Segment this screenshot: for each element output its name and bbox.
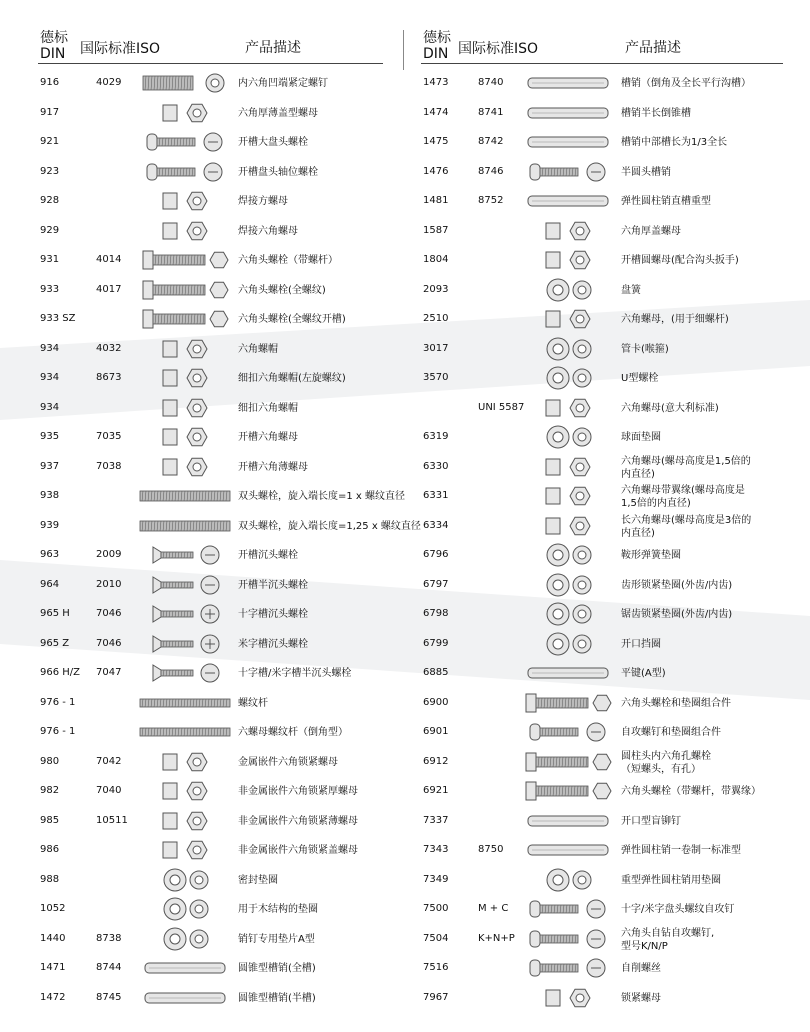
din-code: 6334 [423,519,449,531]
product-description: 焊接方螺母 [238,196,288,207]
table-row [0,865,405,895]
product-description: 细扣六角螺帽 [238,402,298,414]
product-description: 槽销半长倒锥槽 [621,107,691,119]
table-row [0,157,405,187]
din-header [423,30,451,62]
din-code: 976 - 1 [40,696,76,708]
product-description: 六角厚盖螺母 [621,225,681,237]
product-description: 螺纹杆 [238,697,268,709]
din-code: 1471 [40,962,66,973]
desc-header: 产品描述 [245,40,301,56]
dome-lock-nut-icon [135,837,235,863]
table-row [0,68,405,98]
din-code: 6885 [423,667,449,678]
table-row [0,924,405,954]
din-code: 982 [40,785,60,796]
set-screw-icon [135,70,235,96]
din-header-cn: 德标 [423,30,451,46]
desc-header: 产品描述 [625,40,681,56]
product-description: 六角头螺栓(全螺纹开槽) [238,314,346,325]
product-description: 圆锥型槽销(半槽) [238,992,316,1004]
product-description: 用于木结构的垫圈 [238,904,318,915]
hex-bolt-icon [135,247,235,273]
shim-ring-icon [135,867,235,893]
hex-nut-icon [518,454,618,480]
iso-code: 7038 [96,460,122,472]
din-code: 6912 [423,755,449,767]
jam-nut-icon [518,985,618,1011]
product-description: 六角头螺栓和垫圈组合件 [621,697,731,709]
din-code: 7349 [423,873,449,885]
shoulder-screw-icon [135,159,235,185]
table-row [0,363,405,393]
product-description: 非金属嵌件六角锁紧厚螺母 [238,786,358,797]
product-description: 米字槽沉头螺栓 [238,638,308,650]
product-description: 槽销中部槽长为1/3全长 [621,137,728,148]
din-code: 6331 [423,490,449,501]
din-code: 917 [40,106,60,118]
table-row [0,422,405,452]
iso-code: 7046 [96,637,122,649]
iso-header: 国际标准ISO [80,41,161,57]
din-code: 929 [40,224,60,236]
acorn-nut-icon [518,218,618,244]
din-code: 2093 [423,283,449,295]
grooved-pin-icon [135,985,235,1011]
thread-cutting-screw-icon [518,955,618,981]
din-code: 938 [40,490,60,501]
coupling-nut-icon [518,513,618,539]
table-row [403,216,808,246]
countersunk-screw-icon [135,542,235,568]
product-description: 双头螺栓，旋入端长度=1,25 x 螺纹直径 [238,520,421,532]
product-description: 六角螺母带翼缘(螺母高度是 1,5倍的内直径) [621,485,745,509]
e-clip-icon [518,631,618,657]
table-row [403,865,808,895]
din-code: 1475 [423,136,449,147]
hose-clamp-icon [518,336,618,362]
self-drilling-screw-icon [518,926,618,952]
table-row [403,983,808,1013]
product-description: 盘簧 [621,284,641,296]
din-code: 921 [40,136,60,147]
table-row [0,983,405,1013]
table-row [0,658,405,688]
product-description: 开槽六角螺母 [238,432,298,443]
din-code: 6900 [423,696,449,708]
iso-code: M + C [478,903,509,914]
table-row [0,334,405,364]
din-code: 934 [40,401,60,413]
table-row [403,835,808,865]
product-description: 半圆头槽销 [621,166,671,178]
slotted-pan-bolt-icon [135,129,235,155]
din-code: 933 [40,283,60,295]
product-description: 开槽半沉头螺栓 [238,579,308,591]
socket-cap-bolt-icon [518,749,618,775]
right-table [403,0,808,1032]
product-description: 弹性圆柱销一卷制一标准型 [621,845,741,856]
sems-bolt-icon [518,690,618,716]
table-row [0,835,405,865]
din-code: 1587 [423,224,449,236]
product-description: 自攻螺钉和垫圈组合件 [621,727,721,738]
product-description: 平键(A型) [621,668,666,679]
hex-nut-icon [135,365,235,391]
product-description: 十字槽沉头螺栓 [238,609,308,620]
product-description: 圆柱头内六角孔螺栓 （短螺头，有孔） [621,750,711,775]
table-row [403,688,808,718]
din-code: 6921 [423,785,449,796]
table-header [0,0,405,64]
table-row [403,363,808,393]
product-description: 管卡(喉箍) [621,343,669,355]
din-header-en: DIN [423,46,449,62]
table-row [403,481,808,511]
blind-rivet-icon [518,808,618,834]
table-row [403,452,808,482]
din-code: 6901 [423,726,449,737]
table-row [403,629,808,659]
din-code: 7516 [423,962,449,973]
din-code: 7504 [423,932,449,944]
table-row [403,127,808,157]
iso-code: 8673 [96,372,122,383]
din-code: 923 [40,165,60,177]
din-code: 7967 [423,991,449,1003]
table-row [403,658,808,688]
product-description: 六角头螺栓(全螺纹) [238,284,326,296]
din-code: 986 [40,844,60,855]
din-code: 1472 [40,991,66,1003]
table-row [403,717,808,747]
table-row [0,747,405,777]
table-row [403,393,808,423]
table-row [403,953,808,983]
din-code: 1474 [423,106,449,118]
table-row [0,98,405,128]
grooved-pin-icon [518,129,618,155]
phillips-countersunk-icon [135,601,235,627]
table-row [0,776,405,806]
din-header [40,30,68,62]
din-code: 966 H/Z [40,667,81,678]
parallel-key-icon [518,660,618,686]
din-code: 931 [40,254,60,265]
product-description: 开槽沉头螺栓 [238,550,298,561]
iso-code: 8746 [478,165,504,177]
grooved-pin-icon [135,955,235,981]
din-code: 976 - 1 [40,726,76,737]
table-row [0,806,405,836]
iso-code: UNI 5587 [478,401,525,413]
product-description: 六螺母螺纹杆（倒角型） [238,727,348,738]
product-description: 六角头螺栓（带螺杆，带翼缘） [621,786,761,797]
iso-code: 10511 [96,814,128,826]
table-row [0,953,405,983]
product-description: 齿形锁紧垫圈(外齿/内齿) [621,579,733,591]
table-row [0,511,421,541]
table-row [0,275,405,305]
din-code: 1476 [423,165,449,177]
table-row [0,599,405,629]
product-description: 自削螺丝 [621,963,661,974]
square-weld-nut-icon [135,188,235,214]
header-rule [421,63,783,64]
table-row [0,688,405,718]
iso-code: 8741 [478,106,504,118]
threaded-rod-icon [135,719,235,745]
din-code: 7337 [423,814,449,826]
hex-nut-icon [518,395,618,421]
table-row [403,157,808,187]
din-code: 1440 [40,932,66,944]
table-row [0,127,405,157]
header-rule [38,63,383,64]
table-row [403,570,808,600]
table-row [403,422,808,452]
table-row [403,304,808,334]
din-code: 965 Z [40,637,70,649]
coiled-pin-icon [518,837,618,863]
table-row [403,334,808,364]
table-row [403,275,808,305]
din-code: 3017 [423,342,449,354]
product-description: 鞍形弹簧垫圈 [621,550,681,561]
table-row [0,894,405,924]
din-code: 935 [40,431,60,442]
nylon-lock-nut-icon [135,778,235,804]
product-description: 十字/米字盘头螺纹自攻钉 [621,904,735,915]
product-description: 内六角凹端紧定螺钉 [238,78,328,89]
product-description: 重型弹性圆柱销用垫圈 [621,874,721,886]
iso-code: 4029 [96,77,122,88]
product-description: 焊接六角螺母 [238,225,298,237]
product-description: 六角螺母，(用于细螺杆) [621,314,729,325]
product-description: 金属嵌件六角锁紧螺母 [238,756,338,768]
stud-bolt-icon [135,513,235,539]
threaded-rod-icon [135,690,235,716]
grooved-pin-icon [518,100,618,126]
din-code: 934 [40,342,60,354]
product-description: 弹性圆柱销直槽重型 [621,196,711,207]
iso-code: 8750 [478,844,504,855]
table-row [0,717,405,747]
spherical-washer-icon [518,424,618,450]
product-description: 开口型盲铆钉 [621,815,681,827]
din-code: 928 [40,195,60,206]
round-head-pin-icon [518,159,618,185]
din-code: 980 [40,755,60,767]
din-code: 964 [40,578,60,590]
table-row [0,245,405,275]
table-row [0,186,405,216]
din-code: 988 [40,873,60,885]
table-row [403,540,808,570]
table-row [403,511,808,541]
table-row [0,452,405,482]
slotted-round-nut-icon [518,247,618,273]
din-code: 934 [40,372,60,383]
din-code: 916 [40,77,60,88]
iso-code: 8745 [96,991,122,1003]
iso-code: 8744 [96,962,122,973]
raised-countersunk-icon [135,660,235,686]
table-row [403,924,808,954]
iso-code: 4014 [96,254,122,265]
table-row [0,216,405,246]
product-description: 球面垫圈 [621,432,661,443]
product-description: 六角螺母(螺母高度是1,5倍的 内直径) [621,455,751,480]
product-description: 开槽盘头轴位螺栓 [238,166,318,178]
din-code: 937 [40,460,60,472]
table-row [0,481,405,511]
flange-bolt-icon [518,778,618,804]
din-code: 6799 [423,637,449,649]
din-code: 6330 [423,460,449,472]
table-row [403,894,808,924]
din-code: 7343 [423,844,449,855]
table-row [0,304,405,334]
iso-code: 7040 [96,785,122,796]
din-code: 7500 [423,903,449,914]
product-description: 六角头螺栓（带螺杆） [238,255,338,266]
product-description: 开口挡圈 [621,638,661,650]
grooved-pin-icon [518,70,618,96]
product-description: 开槽六角薄螺母 [238,461,308,473]
din-code: 965 H [40,608,70,619]
product-description: 六角螺帽 [238,343,278,355]
product-description: U型螺栓 [621,373,659,384]
iso-code: 8738 [96,932,122,944]
product-description: 密封垫圈 [238,874,278,886]
hex-bolt-icon [135,277,235,303]
din-header-en: DIN [40,46,66,62]
tooth-lock-washer-icon [518,572,618,598]
thread-rolling-screw-icon [518,896,618,922]
hex-weld-nut-icon [135,218,235,244]
product-description: 非金属嵌件六角锁紧盖螺母 [238,845,358,856]
product-description: 六角螺母(意大利标准) [621,402,719,414]
disc-spring-icon [518,277,618,303]
iso-code: K+N+P [478,932,515,944]
flange-nut-icon [518,483,618,509]
din-code: 933 SZ [40,313,76,324]
din-code: 6796 [423,549,449,560]
table-row [0,393,405,423]
product-description: 长六角螺母(螺母高度是3倍的 内直径) [621,514,752,539]
u-bolt-icon [518,365,618,391]
product-description: 锯齿锁紧垫圈(外齿/内齿) [621,609,733,620]
washer-icon [135,896,235,922]
din-code: 3570 [423,372,449,383]
din-header-cn: 德标 [40,30,68,46]
serrated-lock-washer-icon [518,601,618,627]
cap-nut-icon [135,100,235,126]
iso-code: 7047 [96,667,122,678]
table-row [0,570,405,600]
sems-tapping-screw-icon [518,719,618,745]
hex-nut-icon [135,395,235,421]
din-code: 2510 [423,313,449,324]
din-code: 1481 [423,195,449,206]
iso-code: 7042 [96,755,122,767]
din-code: 1473 [423,77,449,88]
din-code: 985 [40,814,60,826]
iso-code: 7046 [96,608,122,619]
nylon-lock-nut-icon [135,808,235,834]
iso-code: 8740 [478,77,504,88]
product-description: 销钉专用垫片A型 [238,933,315,945]
hex-nut-icon [135,336,235,362]
table-row [403,599,808,629]
iso-code: 4017 [96,283,122,295]
din-code: 6319 [423,431,449,442]
stud-bolt-icon [135,483,235,509]
table-header [403,0,808,64]
iso-code: 8742 [478,136,504,147]
iso-code: 8752 [478,195,504,206]
table-row [403,98,808,128]
spring-pin-icon [518,188,618,214]
hex-nut-icon [518,306,618,332]
table-row [403,806,808,836]
din-code: 1804 [423,254,449,265]
din-code: 6798 [423,608,449,619]
iso-code: 2009 [96,549,122,560]
saddle-washer-icon [518,542,618,568]
din-code: 6797 [423,578,449,590]
pozi-countersunk-icon [135,631,235,657]
table-row [403,186,808,216]
hex-bolt-icon [135,306,235,332]
table-row [403,776,808,806]
product-description: 非金属嵌件六角锁紧薄螺母 [238,815,358,827]
product-description: 十字槽/米字槽半沉头螺栓 [238,668,352,679]
product-description: 双头螺栓，旋入端长度=1 x 螺纹直径 [238,491,406,502]
din-code: 939 [40,519,60,531]
din-code: 1052 [40,903,66,914]
countersunk-screw-icon [135,572,235,598]
iso-code: 7035 [96,431,122,442]
product-description: 锁紧螺母 [621,992,661,1004]
table-row [0,629,405,659]
washer-icon [135,926,235,952]
table-row [403,747,808,777]
product-description: 槽销（倒角及全长平行沟槽） [621,78,751,89]
product-description: 开槽大盘头螺栓 [238,137,308,148]
product-description: 六角厚薄盖型螺母 [238,107,318,119]
castle-nut-icon [135,454,235,480]
castle-nut-icon [135,424,235,450]
iso-code: 4032 [96,342,122,354]
product-description: 圆锥型槽销(全槽) [238,963,316,974]
table-row [0,540,405,570]
product-description: 六角头自钻自攻螺钉, 型号K/N/P [621,927,715,952]
product-description: 细扣六角螺帽(左旋螺纹) [238,373,346,384]
product-description: 开槽圆螺母(配合沟头扳手) [621,255,739,266]
table-row [403,245,808,275]
heavy-washer-icon [518,867,618,893]
table-row [403,68,808,98]
din-code: 963 [40,549,60,560]
iso-header: 国际标准ISO [458,41,539,57]
iso-code: 2010 [96,578,122,590]
lock-nut-icon [135,749,235,775]
